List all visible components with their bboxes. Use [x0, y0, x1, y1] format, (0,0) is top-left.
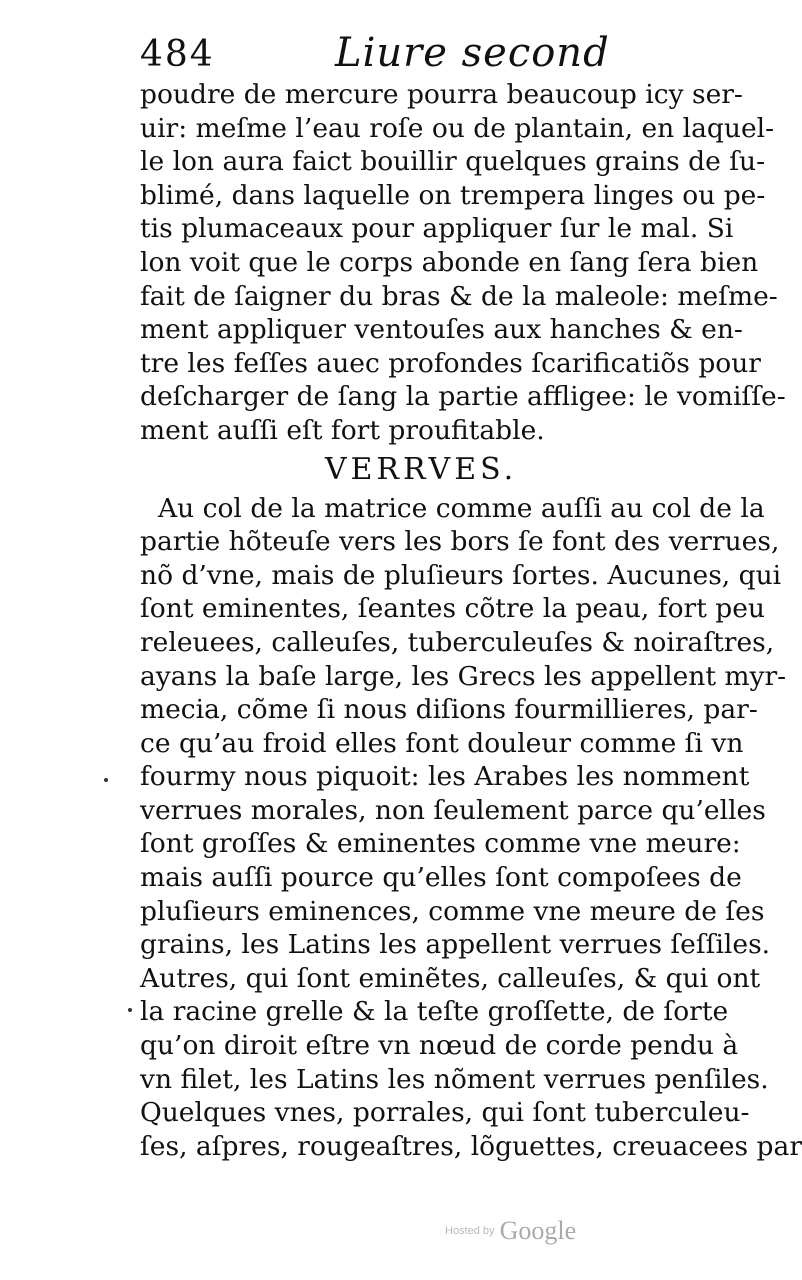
text-line: partie hõteuſe vers les bors ſe font des verrues, [140, 526, 780, 558]
page-header [140, 30, 700, 80]
ink-speck [104, 778, 108, 782]
text-line: uir: meſme l’eau roſe ou de plantain, en laquel- [140, 112, 775, 144]
text-line: ayans la baſe large, les Grecs les appellent myr- [140, 660, 787, 692]
text-line: pluſieurs eminences, comme vne meure de ſes [140, 895, 765, 927]
text-line: la racine grelle & la teſte groſſette, de ſorte [140, 996, 729, 1028]
text-line: ſont groſſes & eminentes comme vne meure: [140, 828, 741, 860]
text-line: deſcharger de ſang la partie affligee: le vomiſſe- [140, 381, 786, 413]
text-line: Au col de la matrice comme auſſi au col de la [158, 492, 765, 524]
body-text [140, 78, 802, 1163]
text-line: tis plumaceaux pour appliquer ſur le mal. Si [140, 213, 734, 245]
text-line: Autres, qui ſont eminẽtes, calleuſes, & qui ont [140, 962, 761, 994]
watermark-small-text: Hosted by [445, 1225, 495, 1237]
running-title: Liure second [335, 30, 610, 76]
text-line: nõ d’vne, mais de pluſieurs ſortes. Aucunes, qui [140, 559, 782, 591]
ink-speck [128, 1008, 132, 1012]
page-number: 484 [140, 34, 215, 75]
text-line: vn filet, les Latins les nõment verrues penſiles. [140, 1063, 769, 1095]
hosted-by-watermark [445, 1216, 576, 1246]
section-heading: VERRVES. [324, 451, 518, 487]
text-line: blimé, dans laquelle on trempera linges ou pe- [140, 179, 766, 211]
watermark-brand: Google [499, 1216, 577, 1245]
text-line: ment auſſi eſt fort proufitable. [140, 414, 545, 446]
text-line: poudre de mercure pourra beaucoup icy ser- [140, 79, 743, 110]
text-line: fait de ſaigner du bras & de la maleole: meſme- [140, 280, 778, 312]
text-line: ment appliquer ventouſes aux hanches & en- [140, 314, 743, 346]
text-line: Quelques vnes, porrales, qui ſont tuberculeu- [140, 1097, 750, 1129]
text-line: qu’on diroit eſtre vn nœud de corde pendu à [140, 1030, 739, 1062]
text-line: lon voit que le corps abonde en ſang ſera bien [140, 246, 759, 278]
text-line: mais auſſi pource qu’elles ſont compoſees de [140, 862, 742, 894]
text-line: ce qu’au froid elles font douleur comme ſi vn [140, 727, 744, 759]
text-line: releuees, calleuſes, tuberculeuſes & noiraſtres, [140, 626, 775, 658]
text-line: ſont eminentes, ſeantes cõtre la peau, fort peu [140, 593, 765, 625]
text-line: ſes, aſpres, rougeaſtres, lõguettes, creuacees par [140, 1130, 802, 1162]
text-line: le lon aura faict bouillir quelques grains de ſu- [140, 146, 766, 178]
text-line: mecia, cõme ſi nous diſions fourmillieres, par- [140, 694, 758, 726]
text-line: tre les feſſes auec profondes ſcarificatiõs pour [140, 347, 761, 379]
text-line: grains, les Latins les appellent verrues ſeſſiles. [140, 929, 771, 961]
text-line: fourmy nous piquoit: les Arabes les nomment [140, 761, 750, 793]
text-line: verrues morales, non ſeulement parce qu’elles [140, 794, 766, 826]
